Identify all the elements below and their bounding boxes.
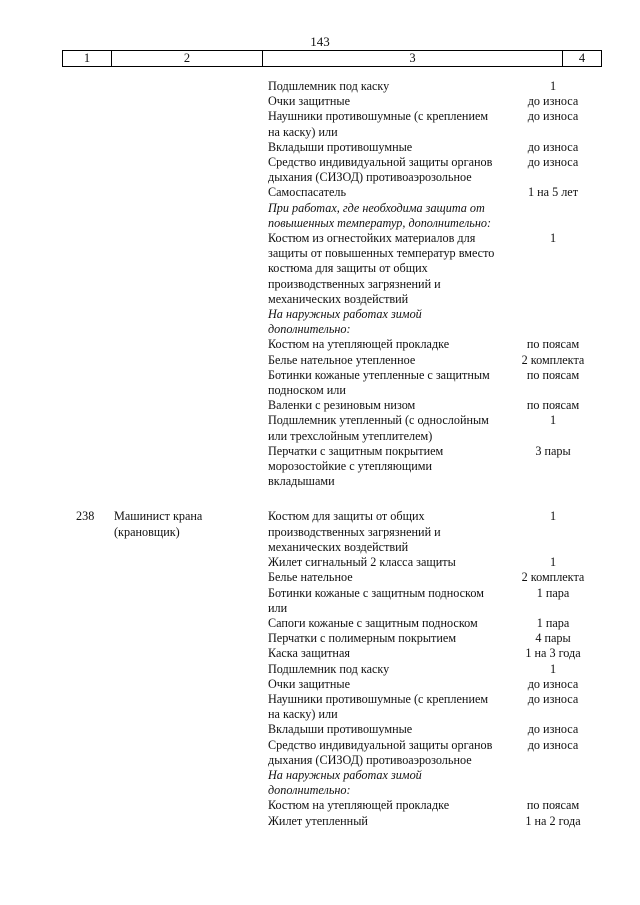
ppe-item-row (0, 814, 640, 829)
ppe-item-quantity: до износа (527, 676, 579, 691)
ppe-item-quantity: 1 (549, 231, 557, 246)
ppe-item-row (0, 738, 640, 768)
ppe-item-name: Перчатки с защитным покрытием морозостойкие с утепляющими вкладышами (268, 443, 444, 489)
ppe-item-row (0, 631, 640, 646)
ppe-item-quantity: по поясам (526, 398, 580, 413)
ppe-item-name: Вкладыши противошумные (268, 722, 413, 737)
ppe-item-quantity: 1 пара (536, 615, 570, 630)
ppe-item-name: Ботинки кожаные утепленные с защитным подноском или (268, 367, 490, 398)
ppe-item-row (0, 677, 640, 692)
ppe-item-name: Средство индивидуальной защиты органов дыхания (СИЗОД) противоаэрозольное (268, 737, 493, 767)
ppe-item-quantity: по поясам (526, 337, 580, 352)
header-col-2: 2 (112, 51, 263, 66)
ppe-item-name: Белье нательное (268, 570, 353, 585)
ppe-item-row (0, 94, 640, 109)
ppe-item-quantity: 2 комплекта (521, 570, 585, 585)
header-col-1: 1 (63, 51, 112, 66)
ppe-item-row (0, 155, 640, 185)
ppe-item-name: Валенки с резиновым низом (268, 398, 416, 413)
ppe-item-name: Наушники противошумные (с креплением на каску) или (268, 109, 489, 139)
ppe-item-quantity: до износа (527, 722, 579, 737)
row-number: 238 (76, 509, 95, 524)
ppe-item-row (0, 646, 640, 661)
ppe-item-row (0, 185, 640, 200)
condition-note-row (0, 768, 640, 798)
ppe-item-row (0, 444, 640, 490)
ppe-item-quantity: 1 (549, 555, 557, 570)
ppe-item-name: Белье нательное утепленное (268, 352, 416, 367)
ppe-item-row (0, 570, 640, 585)
ppe-item-name: Сапоги кожаные с защитным подноском (268, 615, 478, 630)
ppe-item-quantity: 1 (549, 509, 557, 524)
ppe-item-row (0, 509, 640, 555)
ppe-item-quantity: до износа (527, 94, 579, 109)
ppe-item-name: Подшлемник утепленный (с однослойным или трехслойным утеплителем) (268, 413, 489, 443)
ppe-item-row (0, 798, 640, 813)
ppe-item-quantity: до износа (527, 155, 579, 170)
condition-note-row (0, 201, 640, 231)
ppe-item-name: Наушники противошумные (с креплением на каску) или (268, 691, 489, 722)
condition-note: На наружных работах зимой дополнительно: (268, 767, 422, 798)
ppe-item-row (0, 722, 640, 737)
ppe-item-row (0, 353, 640, 368)
ppe-item-name: Перчатки с полимерным покрытием (268, 631, 457, 646)
condition-note-row (0, 307, 640, 337)
ppe-item-quantity: 3 пары (535, 443, 571, 458)
ppe-item-name: Подшлемник под каску (268, 661, 390, 676)
table-body (0, 79, 640, 829)
ppe-item-row (0, 662, 640, 677)
ppe-item-name: Очки защитные (268, 676, 350, 691)
ppe-item-row (0, 398, 640, 413)
ppe-item-quantity: по поясам (526, 367, 580, 382)
ppe-item-quantity: 1 (549, 413, 557, 428)
ppe-item-name: Жилет утепленный (268, 813, 368, 828)
ppe-item-row (0, 692, 640, 722)
ppe-item-row (0, 555, 640, 570)
ppe-item-name: Костюм на утепляющей прокладке (268, 798, 450, 813)
ppe-item-name: Костюм для защиты от общих производственных загрязнений и механических воздействий (268, 509, 441, 554)
ppe-item-name: Подшлемник под каску (268, 79, 390, 93)
ppe-item-row (0, 368, 640, 398)
ppe-item-quantity: до износа (527, 109, 579, 124)
ppe-item-row (0, 413, 640, 443)
ppe-item-quantity: 1 (549, 79, 557, 93)
table-group (0, 79, 640, 489)
ppe-item-row (0, 109, 640, 139)
ppe-item-quantity: 1 на 2 года (525, 813, 581, 828)
ppe-item-row (0, 616, 640, 631)
ppe-item-row (0, 79, 640, 94)
ppe-item-name: Костюм из огнестойких материалов для защиты от повышенных температур вместо костюма для защиты от общих производственных загрязнений и механических воздействий (268, 231, 495, 306)
ppe-item-quantity: по поясам (526, 798, 580, 813)
condition-note: При работах, где необходима защита от повышенных температур, дополнительно: (268, 200, 492, 230)
ppe-item-row (0, 586, 640, 616)
ppe-item-quantity: до износа (527, 691, 579, 706)
ppe-item-row (0, 140, 640, 155)
ppe-item-quantity: до износа (527, 139, 579, 154)
ppe-item-quantity: 1 (549, 661, 557, 676)
ppe-item-name: Каска защитная (268, 646, 350, 661)
header-col-4: 4 (578, 51, 586, 65)
ppe-item-quantity: 2 комплекта (521, 352, 585, 367)
condition-note: На наружных работах зимой дополнительно: (268, 307, 422, 337)
ppe-item-quantity: 1 пара (536, 585, 570, 600)
ppe-item-name: Костюм на утепляющей прокладке (268, 337, 450, 352)
ppe-item-name: Вкладыши противошумные (268, 139, 413, 154)
ppe-item-quantity: 4 пары (535, 631, 571, 646)
table-group (0, 509, 640, 828)
ppe-item-row (0, 231, 640, 307)
ppe-item-name: Жилет сигнальный 2 класса защиты (268, 555, 456, 570)
ppe-item-name: Ботинки кожаные с защитным подноском или (268, 585, 484, 615)
ppe-item-quantity: 1 на 5 лет (527, 185, 579, 200)
header-col-3: 3 (263, 51, 563, 66)
ppe-item-name: Средство индивидуальной защиты органов дыхания (СИЗОД) противоаэрозольное (268, 155, 493, 185)
ppe-item-name: Очки защитные (268, 94, 350, 109)
table-header-row (62, 50, 602, 67)
ppe-item-name: Самоспасатель (268, 185, 347, 200)
ppe-item-quantity: 1 на 3 года (525, 646, 581, 661)
profession-name: Машинист крана (крановщик) (114, 509, 203, 539)
ppe-item-quantity: до износа (527, 737, 579, 752)
page-number: 143 (310, 34, 330, 49)
ppe-item-row (0, 337, 640, 352)
